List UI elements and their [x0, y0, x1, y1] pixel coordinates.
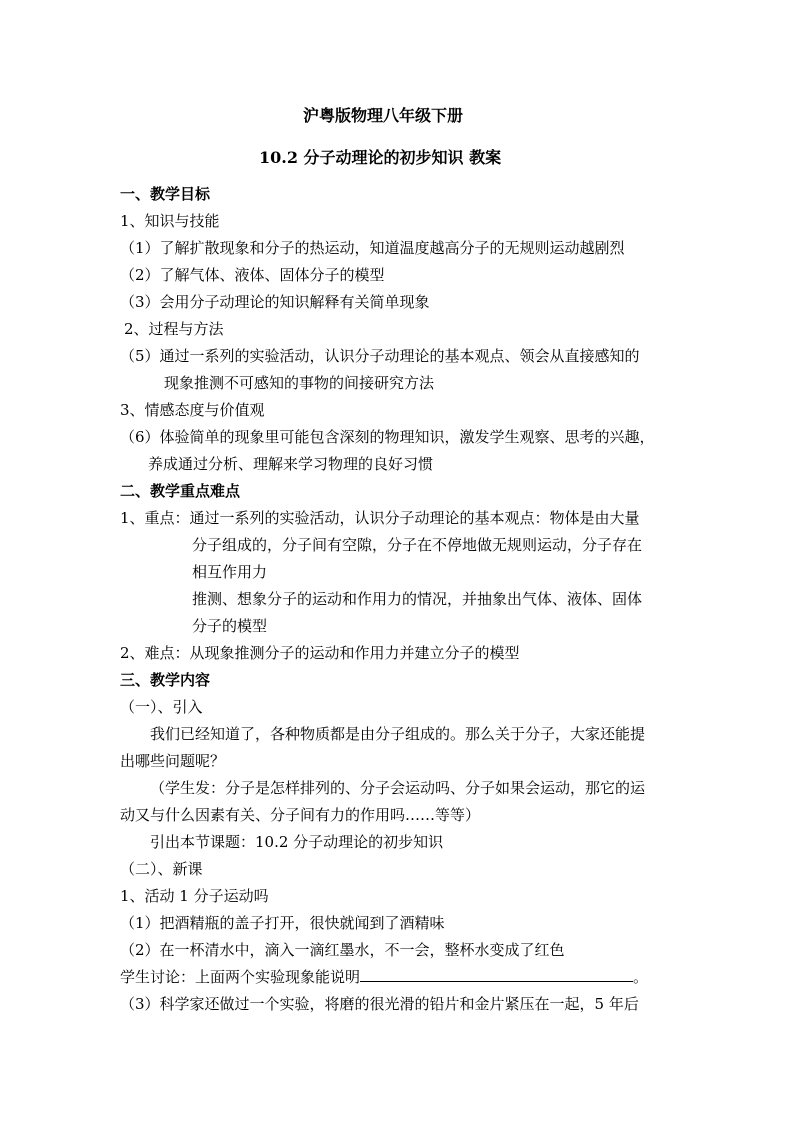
- key-point-line3: 相互作用力: [192, 563, 268, 581]
- subheading-knowledge-skills: 1、知识与技能: [120, 212, 220, 230]
- subheading-attitude-values: 3、情感态度与价值观: [120, 401, 265, 419]
- section-heading-key-points: 二、教学重点难点: [120, 482, 241, 500]
- key-point-line5: 分子的模型: [192, 617, 268, 635]
- objective-item-3: （3）会用分子动理论的知识解释有关简单现象: [120, 293, 430, 311]
- discussion-prompt: 学生讨论：上面两个实验现象能说明: [120, 968, 361, 986]
- section-heading-content: 三、教学内容: [120, 671, 211, 689]
- objective-item-1: （1）了解扩散现象和分子的热运动，知道温度越高分子的无规则运动越剧烈: [120, 239, 625, 257]
- document-title: 沪粤版物理八年级下册: [303, 106, 464, 125]
- document-subtitle: 10.2 分子动理论的初步知识 教案: [259, 148, 502, 167]
- content-paragraph-1-line2: 出哪些问题呢？: [120, 752, 226, 770]
- objective-item-5-line1: （5）通过一系列的实验活动，认识分子动理论的基本观点、领会从直接感知的: [120, 347, 640, 365]
- content-paragraph-2-line2: 动又与什么因素有关、分子间有力的作用吗……等等）: [120, 806, 481, 824]
- objective-item-6-line2: 养成通过分析、理解来学习物理的良好习惯: [148, 455, 434, 473]
- objective-item-5-line2: 现象推测不可感知的事物的间接研究方法: [164, 374, 435, 392]
- key-point-line1: 1、重点：通过一系列的实验活动，认识分子动理论的基本观点：物体是由大量: [120, 509, 640, 527]
- content-new-lesson-heading: （二）、新课: [120, 860, 203, 878]
- difficult-point: 2、难点：从现象推测分子的运动和作用力并建立分子的模型: [120, 644, 520, 662]
- objective-item-6-line1: （6）体验简单的现象里可能包含深刻的物理知识，激发学生观察、思考的兴趣，: [120, 428, 655, 446]
- content-intro-heading: （一）、引入: [120, 698, 203, 716]
- activity-step-1: （1）把酒精瓶的盖子打开，很快就闻到了酒精味: [120, 914, 445, 932]
- content-paragraph-1-line1: 我们已经知道了，各种物质都是由分子组成的。那么关于分子，大家还能提: [150, 725, 646, 743]
- subheading-process-method: 2、过程与方法: [124, 320, 224, 338]
- content-paragraph-2-line1: （学生发：分子是怎样排列的、分子会运动吗、分子如果会运动，那它的运: [150, 779, 646, 797]
- answer-blank[interactable]: [360, 967, 633, 982]
- key-point-line2: 分子组成的，分子间有空隙，分子在不停地做无规则运动，分子存在: [192, 536, 643, 554]
- discussion-period: 。: [633, 968, 649, 986]
- section-heading-objectives: 一、教学目标: [120, 185, 211, 203]
- activity-1-heading: 1、活动 1 分子运动吗: [120, 887, 269, 905]
- discussion-line: [120, 967, 648, 987]
- key-point-line4: 推测、想象分子的运动和作用力的情况，并抽象出气体、液体、固体: [192, 590, 643, 608]
- activity-step-2: （2）在一杯清水中，滴入一滴红墨水，不一会，整杯水变成了红色: [120, 941, 565, 959]
- objective-item-2: （2）了解气体、液体、固体分子的模型: [120, 266, 385, 284]
- activity-step-3: （3）科学家还做过一个实验，将磨的很光滑的铅片和金片紧压在一起，5 年后: [120, 995, 639, 1013]
- content-topic-intro: 引出本节课题：10.2 分子动理论的初步知识: [150, 833, 444, 851]
